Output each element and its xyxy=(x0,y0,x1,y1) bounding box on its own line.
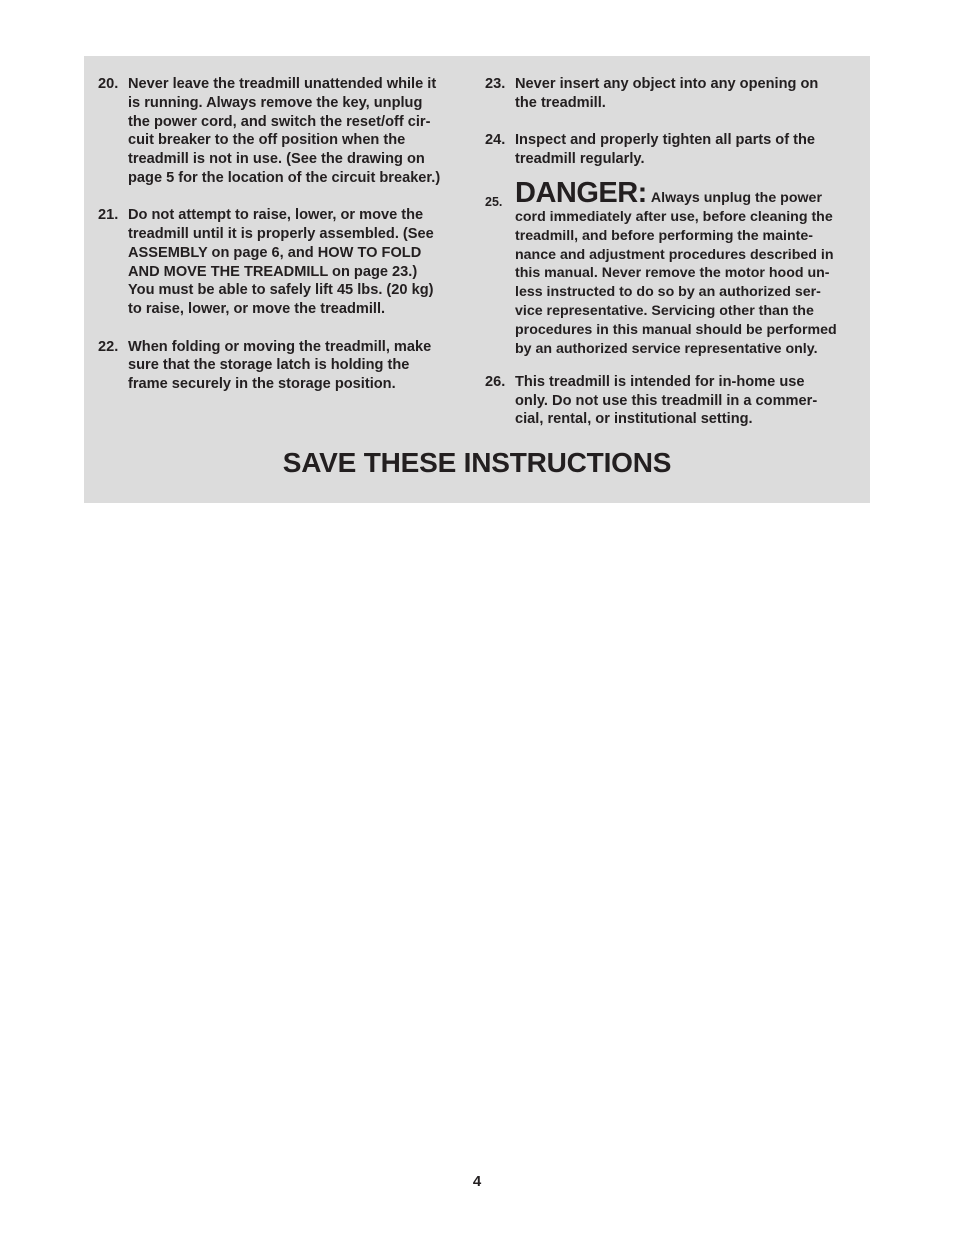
item-number: 20. xyxy=(98,76,119,92)
save-instructions-heading: SAVE THESE INSTRUCTIONS xyxy=(282,447,672,478)
text-line: to raise, lower, or move the treadmill. xyxy=(128,301,386,318)
text-line: AND MOVE THE TREADMILL on page 23.) xyxy=(128,263,418,280)
instruction-item-25-danger xyxy=(485,177,857,358)
text-line: Inspect and properly tighten all parts of the xyxy=(515,132,816,149)
item-text xyxy=(515,177,857,358)
text-line: is running. Always remove the key, unplug xyxy=(128,94,423,111)
danger-first-line xyxy=(515,177,857,210)
item-text xyxy=(128,338,466,394)
item-number: 23. xyxy=(485,76,506,92)
item-number: 21. xyxy=(98,207,119,224)
text-line: the power cord, and switch the reset/off cir- xyxy=(128,113,431,130)
text-line: ASSEMBLY on page 6, and HOW TO FOLD xyxy=(128,244,422,261)
text-line: treadmill until it is properly assembled. (See xyxy=(128,226,434,243)
item-number: 26. xyxy=(485,373,506,390)
text-line: procedures in this manual should be performed xyxy=(515,321,837,338)
item-text xyxy=(515,131,857,169)
text-line: only. Do not use this treadmill in a commer- xyxy=(515,392,818,409)
text-line: treadmill, and before performing the mainte- xyxy=(515,227,813,244)
text-line: Never leave the treadmill unattended while it xyxy=(128,76,437,92)
text-line: Do not attempt to raise, lower, or move the xyxy=(128,207,424,224)
text-line: Always unplug the power xyxy=(650,190,822,207)
left-column xyxy=(98,75,466,412)
item-number: 22. xyxy=(98,338,119,355)
instruction-item-26 xyxy=(485,373,857,429)
instruction-item-20 xyxy=(98,75,466,188)
text-line: cord immediately after use, before cleaning the xyxy=(515,208,833,225)
instruction-item-21 xyxy=(98,206,466,319)
text-line: the treadmill. xyxy=(515,94,606,111)
text-line: sure that the storage latch is holding the xyxy=(128,357,410,374)
text-line: less instructed to do so by an authorized ser- xyxy=(515,284,821,301)
item-text xyxy=(128,75,466,188)
item-text xyxy=(515,373,857,429)
danger-heading: DANGER: xyxy=(515,177,647,210)
text-line: You must be able to safely lift 45 lbs. (20 kg) xyxy=(128,282,434,299)
text-line: When folding or moving the treadmill, make xyxy=(128,338,432,355)
text-line: This treadmill is intended for in-home use xyxy=(515,373,805,390)
item-text xyxy=(515,75,857,113)
item-number: 24. xyxy=(485,132,506,149)
text-line: nance and adjustment procedures described in xyxy=(515,246,834,263)
instruction-item-22 xyxy=(98,338,466,394)
text-line: cuit breaker to the off position when the xyxy=(128,132,406,149)
item-number: 25. xyxy=(485,195,503,210)
text-line: page 5 for the location of the circuit breaker.) xyxy=(128,169,441,186)
instruction-item-24 xyxy=(485,131,857,169)
instruction-item-23 xyxy=(485,75,857,113)
item-text xyxy=(128,206,466,319)
safety-instructions-panel xyxy=(84,56,870,503)
text-line: this manual. Never remove the motor hood un- xyxy=(515,265,830,282)
text-line: frame securely in the storage position. xyxy=(128,376,396,393)
text-line: treadmill is not in use. (See the drawing on xyxy=(128,151,425,168)
page-number: 4 xyxy=(472,1173,482,1190)
text-line: treadmill regularly. xyxy=(515,150,645,167)
text-line: Never insert any object into any opening on xyxy=(515,76,819,92)
text-line: cial, rental, or institutional setting. xyxy=(515,411,753,428)
text-line: vice representative. Servicing other than the xyxy=(515,302,814,319)
text-line: by an authorized service representative only. xyxy=(515,340,818,357)
right-column xyxy=(485,75,857,448)
